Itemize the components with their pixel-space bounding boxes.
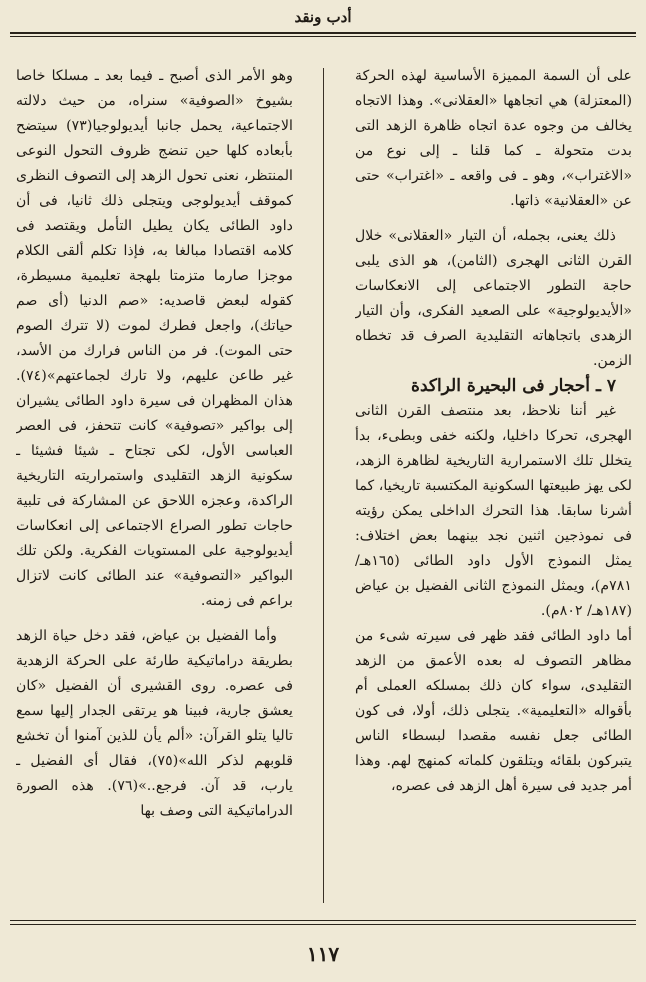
right-column bbox=[355, 64, 632, 904]
running-header: أدب ونقد bbox=[294, 8, 352, 26]
page-number: ١١٧ bbox=[306, 942, 340, 966]
left-column bbox=[16, 64, 293, 904]
paragraph: غير أننا نلاحظ، بعد منتصف القرن الثانى الهجرى، تحركا داخليا، ولكنه خفى وبطىء، بدأ يتخلل تلك الاستمرارية التاريخية لظاهرة الزهد، لكى يهز طبيعتها السكونية المكتسبة تاريخيا، كما أشرنا سابقا. هذا التحرك الداخلى يمكن رؤيته فى نموذجين اثنين نجد بينهما بعض اختلاف: يمثل النموذج الأول داود الطائى (١٦٥هـ/ ٧٨١م)، ويمثل النموذج الثانى الفضيل بن عياض (١٨٧هـ/ ٨٠٢م). bbox=[355, 403, 632, 619]
header-rule-thin bbox=[10, 36, 636, 37]
paragraph: أما داود الطائى فقد ظهر فى سيرته شىء من مظاهر التصوف له بعده الأعمق من الزهد التقليدى، سواء كان ذلك بمسلكه العملى أم بأقواله «التعليمية». يتجلى ذلك، أولا، فى كون الطائى جعل نفسه مقصدا لبسطاء الناس يتبركون بلقائه ويتلقون كلماته كمنهج لهم. وهذا أمر جديد فى سيرة أهل الزهد فى عصره، bbox=[355, 628, 632, 794]
header-rule bbox=[10, 32, 636, 34]
paragraph: على أن السمة المميزة الأساسية لهذه الحركة (المعتزلة) هي اتجاهها «العقلانى». وهذا الاتجاه يخالف من وجوه عدة اتجاه ظاهرة الزهد التى بدت متحولة ـ كما قلنا ـ إلى نوع من «الاغتراب»، وهو ـ فى واقعه ـ «اغتراب» حتى عن «العقلانية» ذاتها. bbox=[355, 68, 632, 209]
footer-rule-thin bbox=[10, 924, 636, 925]
paragraph: ذلك يعنى، بجمله، أن التيار «العقلانى» خلال القرن الثانى الهجرى (الثامن)، هو الذى يلبى حاجة التطور الاجتماعى إلى الانعكاسات «الأيديولوجية» على الصعيد الفكرى، وأن التيار الزهدى باتجاهاته التقليدية الصرف قد تخطاه الزمن. bbox=[355, 228, 632, 369]
paragraph: وهو الأمر الذى أصبح ـ فيما بعد ـ مسلكا خاصا بشيوخ «الصوفية» سنراه، من حيث دلالته الاجتماعية، يحمل جانبا أيديولوجيا(٧٣) سيتضح بأبعاده كلها حين تنضج ظروف التحول النوعى المنتظر، نعنى تحول الزهد إلى التصوف النظرى كموقف أيديولوجى ويتجلى ذلك ثانيا، فى أن داود الطائى يكان يطيل التأمل ويقتصد فى كلامه اقتصادا مبالغا به، فإذا تكلم ألقى الكلام موجزا صارما متزمتا بلهجة تعليمية مسيطرة، كقوله لبعض قاصديه: «صم الدنيا (أى صم حياتك)، واجعل فطرك لموت (لا تترك الصوم حتى الموت). فر من الناس فرارك من الأسد، غير طاعن عليهم، ولا تارك لجماعتهم»(٧٤). هذان المظهران فى سيرة داود الطائى يشيران إلى بواكير «تصوفية» كانت تتحفز، فى العصر العباسى الأول، لكى تجتاح ـ شيئا فشيئا ـ سكونية الزهد التقليدى واستمراريته التاريخية الراكدة، وعجزه اللاحق عن المشاركة فى تلبية حاجات تطور الصراع الاجتماعى إلى انعكاسات أيديولوجية على المستويات الفكرية. ولكن تلك البواكير «التصوفية» عند الطائى كانت لاتزال براعم فى زمنه. bbox=[16, 68, 293, 609]
footer-rule bbox=[10, 920, 636, 921]
column-divider bbox=[323, 68, 324, 903]
paragraph: وأما الفضيل بن عياض، فقد دخل حياة الزهد بطريقة دراماتيكية طارئة على الحركة الزهدية فى عصره. روى القشيرى أن الفضيل «كان يعشق جارية، فبينا هو يرتقى الجدار إليها سمع تاليا يتلو القرآن: «ألم يأن للذين آمنوا أن تخشع قلوبهم لذكر الله»(٧٥)، فقال أى الفضيل ـ يارب، قد آن. فرجع..»(٧٦). هذه الصورة الدراماتيكية التى وصف بها bbox=[16, 628, 293, 819]
section-heading: ٧ ـ أحجار فى البحيرة الراكدة bbox=[411, 376, 616, 396]
